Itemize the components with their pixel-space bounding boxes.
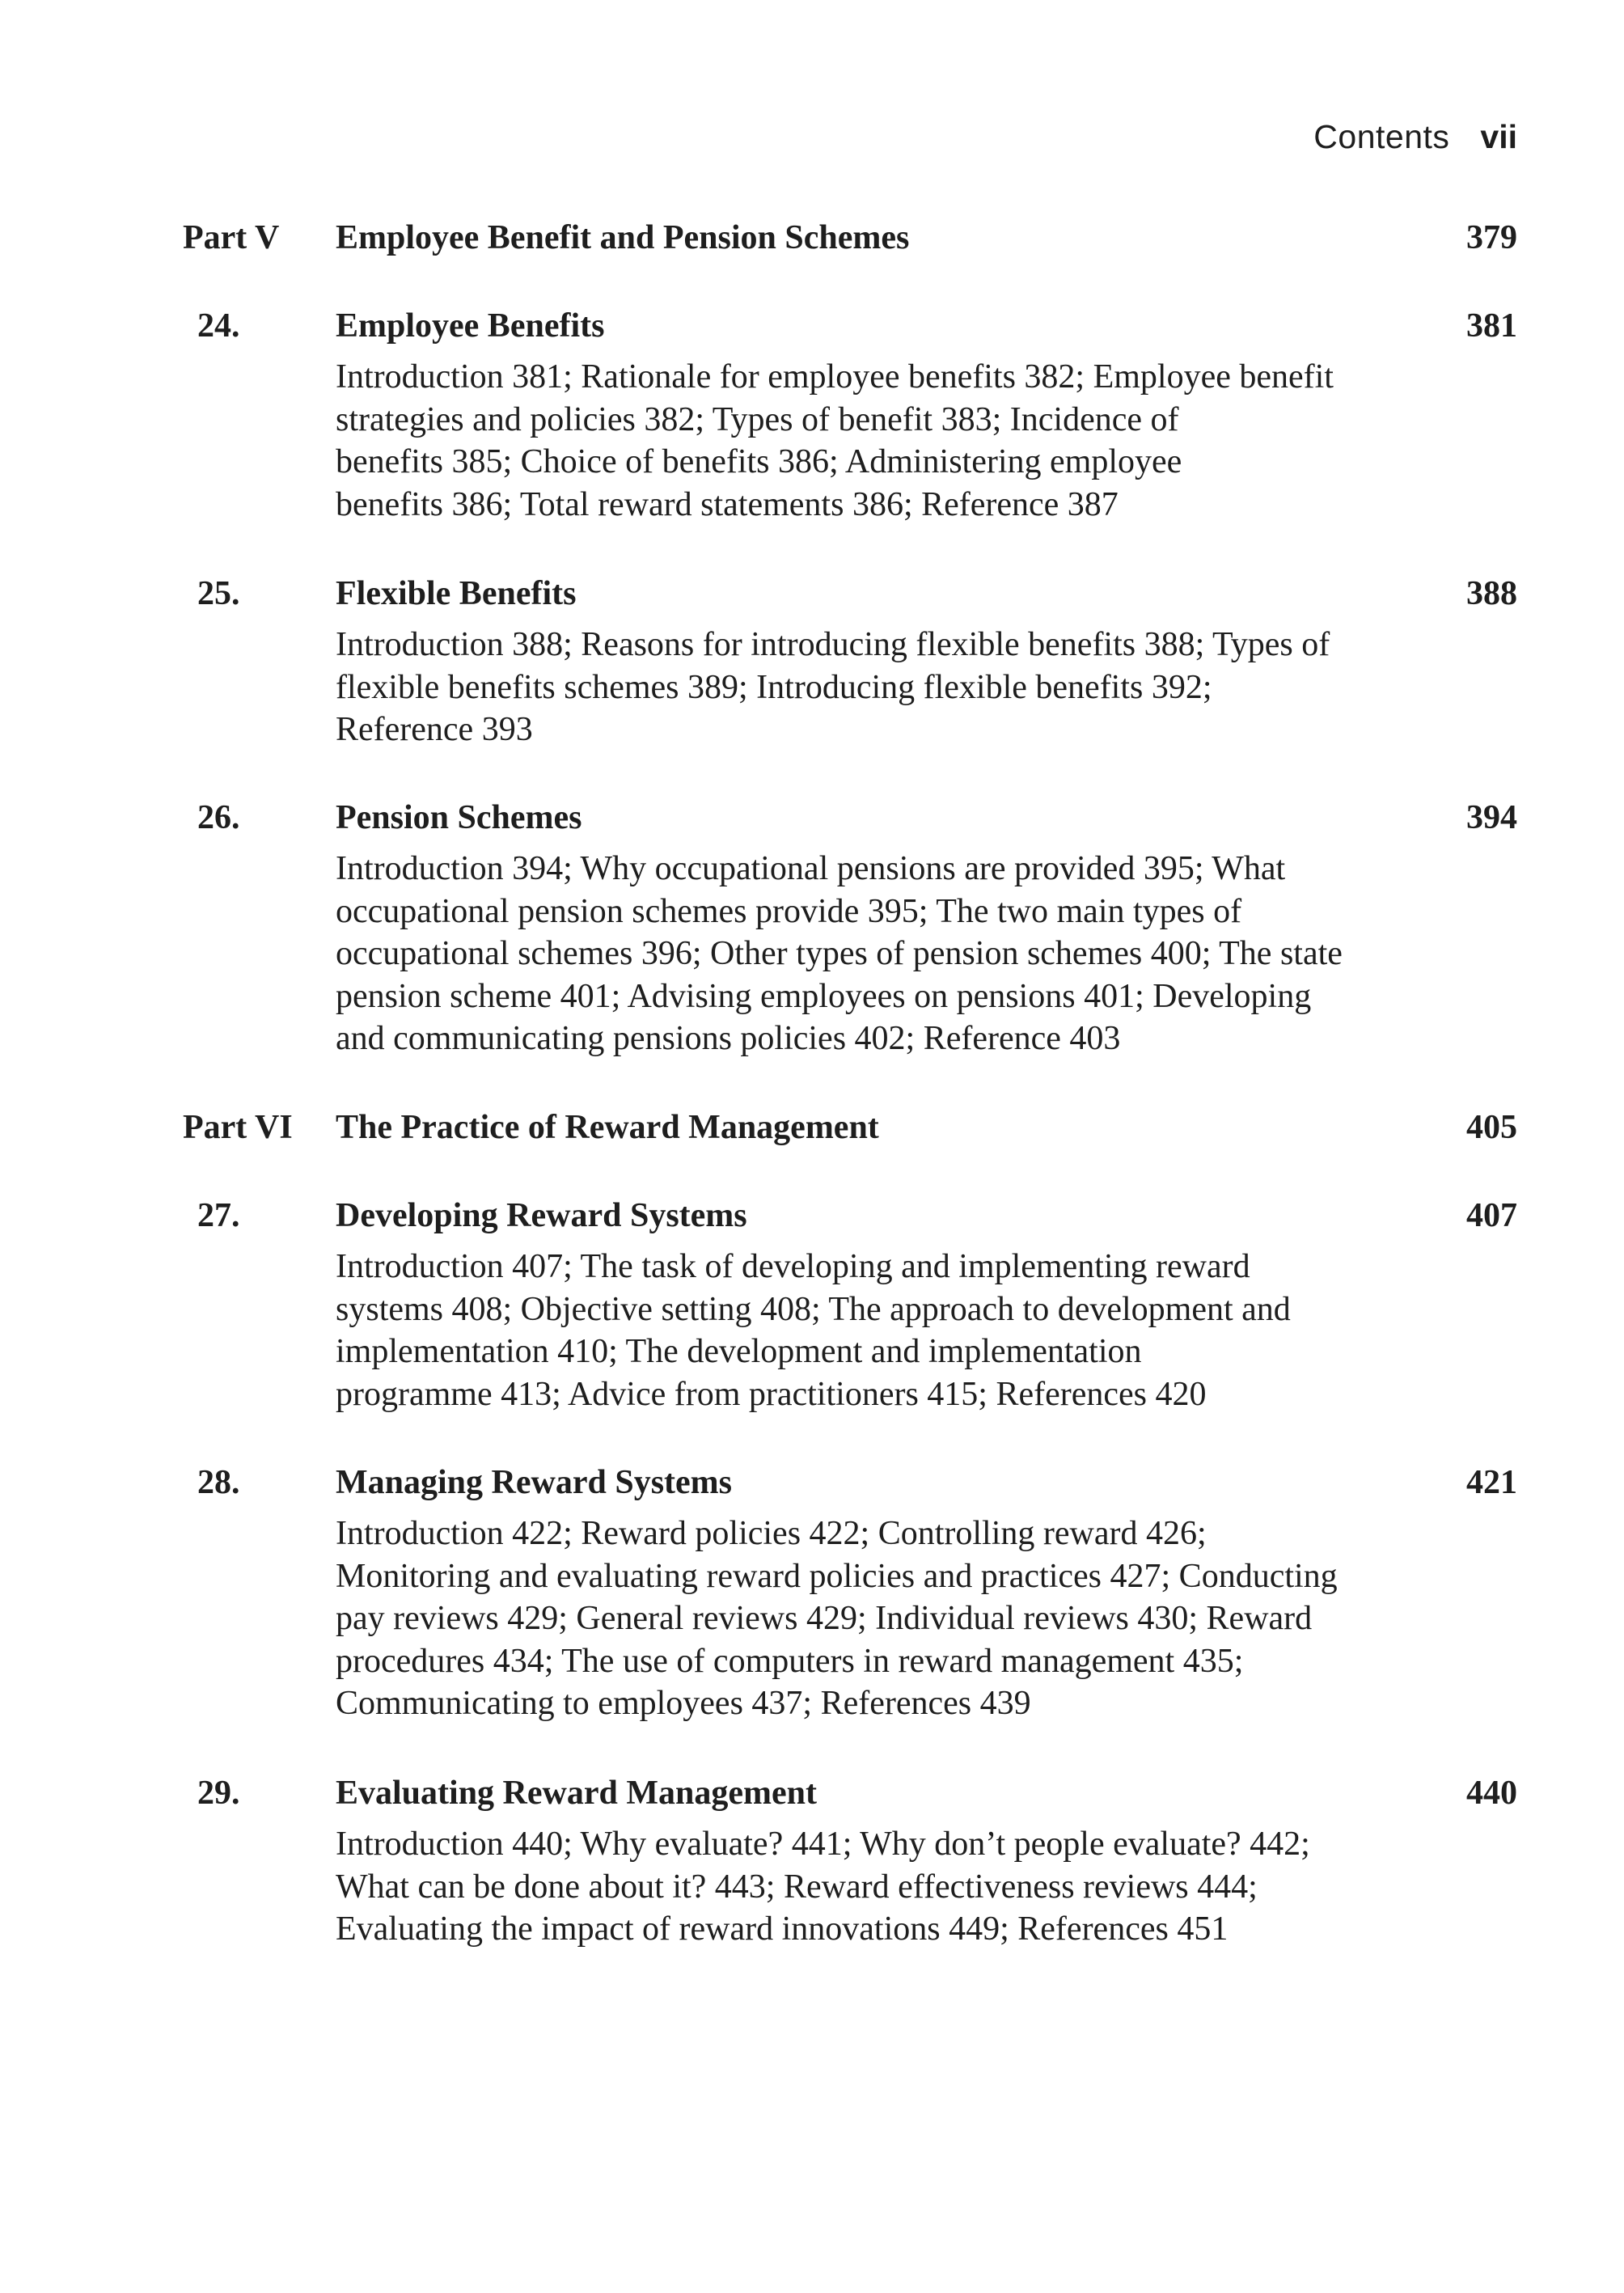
section-line: benefits 386; Total reward statements 386; Reference 387 [336, 485, 1119, 523]
section-line: and communicating pensions policies 402; Reference 403 [336, 1020, 1121, 1057]
section-line: Introduction 422; Reward policies 422; Controlling reward 426; [336, 1515, 1207, 1552]
chapter-title: Developing Reward Systems [336, 1197, 747, 1234]
chapter-sections [336, 848, 1403, 1060]
section-line: Monitoring and evaluating reward policies and practices 427; Conducting [336, 1557, 1338, 1595]
chapter-number: 28. [197, 1464, 240, 1501]
chapter-sections [336, 1246, 1403, 1415]
section-line: occupational pension schemes provide 395; The two main types of [336, 892, 1242, 930]
section-line: procedures 434; The use of computers in reward management 435; [336, 1642, 1244, 1680]
chapter-title: Flexible Benefits [336, 575, 577, 612]
section-line: Introduction 394; Why occupational pensions are provided 395; What [336, 850, 1286, 887]
section-line: systems 408; Objective setting 408; The approach to development and [336, 1290, 1291, 1328]
running-head-label: Contents [1313, 118, 1450, 155]
section-line: Introduction 381; Rationale for employee benefits 382; Employee benefit [336, 358, 1334, 396]
section-line: What can be done about it? 443; Reward effectiveness reviews 444; [336, 1868, 1258, 1906]
chapter-page-number: 381 [1466, 307, 1517, 345]
section-line: Reference 393 [336, 711, 533, 748]
section-line: flexible benefits schemes 389; Introducing flexible benefits 392; [336, 668, 1212, 706]
part-page-number: 405 [1466, 1109, 1517, 1146]
section-line: implementation 410; The development and implementation [336, 1333, 1142, 1370]
chapter-number: 26. [197, 799, 240, 836]
chapter-title: Employee Benefits [336, 307, 605, 345]
chapter-number: 25. [197, 575, 240, 612]
running-head-page-number: vii [1480, 118, 1517, 155]
section-line: Introduction 388; Reasons for introducing flexible benefits 388; Types of [336, 626, 1330, 663]
chapter-page-number: 388 [1466, 575, 1517, 612]
chapter-page-number: 440 [1466, 1775, 1517, 1812]
part-number: Part V [183, 219, 280, 256]
chapter-sections [336, 356, 1403, 526]
part-title: The Practice of Reward Management [336, 1109, 879, 1146]
section-line: benefits 385; Choice of benefits 386; Administering employee [336, 443, 1182, 480]
chapter-sections [336, 624, 1403, 751]
chapter-sections [336, 1512, 1403, 1725]
chapter-page-number: 421 [1466, 1464, 1517, 1501]
chapter-title: Managing Reward Systems [336, 1464, 732, 1501]
section-line: programme 413; Advice from practitioners 415; References 420 [336, 1375, 1207, 1413]
chapter-page-number: 394 [1466, 799, 1517, 836]
section-line: strategies and policies 382; Types of benefit 383; Incidence of [336, 400, 1179, 438]
part-number: Part VI [183, 1109, 293, 1146]
chapter-page-number: 407 [1466, 1197, 1517, 1234]
chapter-number: 27. [197, 1197, 240, 1234]
chapter-number: 24. [197, 307, 240, 345]
running-head [1313, 117, 1517, 156]
section-line: Introduction 407; The task of developing and implementing reward [336, 1248, 1250, 1285]
chapter-sections [336, 1823, 1403, 1951]
part-page-number: 379 [1466, 219, 1517, 256]
part-title: Employee Benefit and Pension Schemes [336, 219, 910, 256]
section-line: pension scheme 401; Advising employees on pensions 401; Developing [336, 977, 1312, 1015]
chapter-number: 29. [197, 1775, 240, 1812]
section-line: Communicating to employees 437; References 439 [336, 1685, 1031, 1722]
section-line: occupational schemes 396; Other types of pension schemes 400; The state [336, 935, 1343, 972]
section-line: pay reviews 429; General reviews 429; Individual reviews 430; Reward [336, 1600, 1313, 1637]
chapter-title: Pension Schemes [336, 799, 582, 836]
section-line: Introduction 440; Why evaluate? 441; Why don’t people evaluate? 442; [336, 1826, 1310, 1863]
chapter-title: Evaluating Reward Management [336, 1775, 817, 1812]
section-line: Evaluating the impact of reward innovations 449; References 451 [336, 1910, 1229, 1948]
